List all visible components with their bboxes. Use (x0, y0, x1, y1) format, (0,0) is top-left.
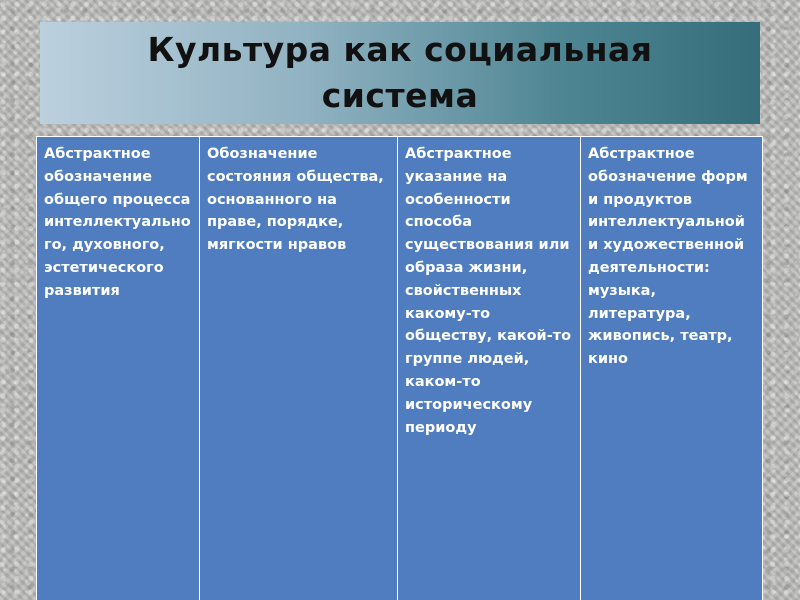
table-cell-process: Абстрактное обозначение общего процесса интеллектуального, духовного, эстетического развития (37, 137, 200, 600)
table-cell-art-forms: Абстрактное обозначение форм и продуктов интеллектуальной и художественной деятельности: музыка, литература, живопись, театр, кино (581, 137, 763, 600)
table-cell-society-state: Обозначение состояния общества, основанного на праве, порядке, мягкости нравов (200, 137, 398, 600)
definitions-table (36, 136, 763, 600)
title-banner (40, 22, 760, 124)
slide-title: Культура как социальная система (147, 30, 653, 115)
table-cell-way-of-life: Абстрактное указание на особенности способа существования или образа жизни, свойственных какому-то обществу, какой-то группе людей, каком-то историческому периоду (398, 137, 581, 600)
